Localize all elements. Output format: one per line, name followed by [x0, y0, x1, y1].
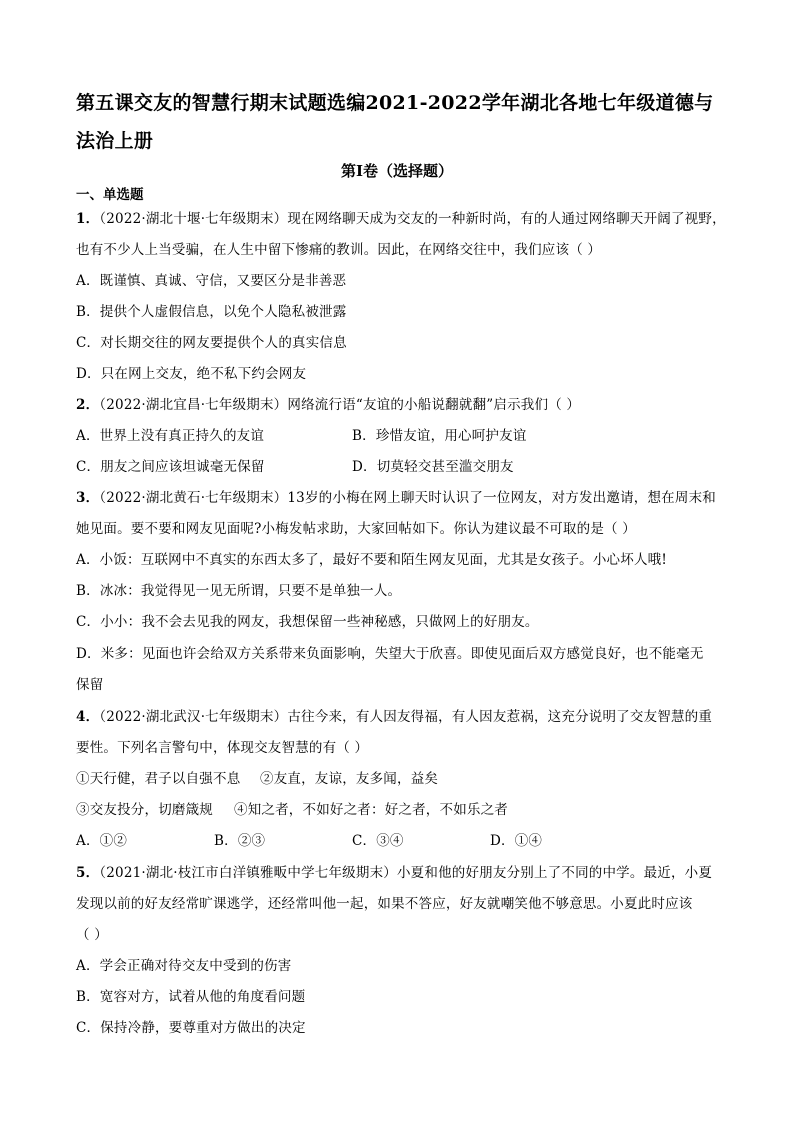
- question-2-option-b: B．珍惜友谊，用心呵护友谊: [352, 428, 527, 444]
- question-1-option-b: B．提供个人虚假信息，以免个人隐私被泄露: [76, 304, 347, 320]
- question-4-stem-line-1: 4．（2022·湖北武汉·七年级期末）古往今来，有人因友得福，有人因友惹祸，这充分说明了交友智慧的重: [76, 709, 713, 725]
- question-4-option-b: B．②③: [214, 833, 266, 849]
- question-3-option-c: C．小小：我不会去见我的网友，我想保留一些神秘感，只做网上的好朋友。: [76, 614, 539, 630]
- question-2-option-c: C．朋友之间应该坦诚毫无保留: [76, 459, 265, 475]
- question-number: 3．: [76, 490, 100, 506]
- question-number: 2．: [76, 397, 100, 413]
- question-5-stem-line-1: 5．（2021·湖北·枝江市白洋镇雅畈中学七年级期末）小夏和他的好朋友分别上了不同的中学。最近，小夏: [76, 865, 713, 881]
- question-2-stem-line-1: 2．（2022·湖北宜昌·七年级期末）网络流行语“友谊的小船说翻就翻”启示我们（ ）: [76, 397, 581, 413]
- question-1-stem-line-2: 也有不少人上当受骗，在人生中留下惨痛的教训。因此，在网络交往中，我们应该（ ）: [76, 242, 602, 258]
- question-4-item-2: ②友直，友谅，友多闻，益矣: [260, 771, 439, 787]
- question-1-option-c: C．对长期交往的网友要提供个人的真实信息: [76, 335, 347, 351]
- part-heading: 第I卷（选择题）: [340, 162, 454, 180]
- question-4-item-3: ③交友投分，切磨箴规: [76, 802, 213, 818]
- question-5-stem-line-3: （ ）: [76, 927, 108, 943]
- question-5-option-b: B．宽容对方，试着从他的角度看问题: [76, 989, 306, 1005]
- question-3-option-a: A．小饭：互联网中不真实的东西太多了，最好不要和陌生网友见面，尤其是女孩子。小心坏人哦!: [76, 552, 667, 568]
- question-4-item-1: ①天行健，君子以自强不息: [76, 771, 241, 787]
- question-2-option-a: A．世界上没有真正持久的友谊: [76, 428, 265, 444]
- question-3-stem-line-1: 3．（2022·湖北黄石·七年级期末）13岁的小梅在网上聊天时认识了一位网友，对方发出邀请，想在周末和: [76, 490, 716, 506]
- question-number: 5．: [76, 865, 100, 881]
- doc-title-line-1: 第五课交友的智慧行期末试题选编2021-2022学年湖北各地七年级道德与: [76, 92, 714, 114]
- question-5-option-c: C．保持冷静，要尊重对方做出的决定: [76, 1020, 306, 1036]
- section-heading: 一、单选题: [76, 187, 144, 203]
- question-3-option-d-continued: 保留: [76, 677, 104, 693]
- question-5-option-a: A．学会正确对待交友中受到的伤害: [76, 958, 292, 974]
- question-2-option-d: D．切莫轻交甚至滥交朋友: [352, 459, 514, 475]
- question-5-stem-line-2: 发现以前的好友经常旷课逃学，还经常叫他一起，如果不答应，好友就嘲笑他不够意思。小夏此时应该: [76, 896, 693, 912]
- doc-title-line-2: 法治上册: [76, 130, 154, 152]
- question-3-stem-line-2: 她见面。要不要和网友见面呢?小梅发帖求助，大家回帖如下。你认为建议最不可取的是（ ）: [76, 521, 636, 537]
- question-1-stem-line-1: 1．（2022·湖北十堰·七年级期末）现在网络聊天成为交友的一种新时尚，有的人通过网络聊天开阔了视野，: [76, 211, 726, 227]
- question-4-option-c: C．③④: [352, 833, 404, 849]
- question-3-option-d: D．米多：见面也许会给双方关系带来负面影响，失望大于欣喜。即使见面后双方感觉良好，也不能毫无: [76, 646, 704, 662]
- question-4-item-4: ④知之者，不如好之者：好之者，不如乐之者: [234, 802, 508, 818]
- question-4-option-a: A．①②: [76, 833, 128, 849]
- question-number: 1．: [76, 211, 100, 227]
- question-4-stem-line-2: 要性。下列名言警句中，体现交友智慧的有（ ）: [76, 740, 369, 756]
- question-1-option-d: D．只在网上交友，绝不私下约会网友: [76, 366, 307, 382]
- question-4-option-d: D．①④: [490, 833, 543, 849]
- question-3-option-b: B．冰冰：我觉得见一见无所谓，只要不是单独一人。: [76, 583, 402, 599]
- question-number: 4．: [76, 709, 100, 725]
- question-1-option-a: A．既谨慎、真诚、守信，又要区分是非善恶: [76, 273, 347, 289]
